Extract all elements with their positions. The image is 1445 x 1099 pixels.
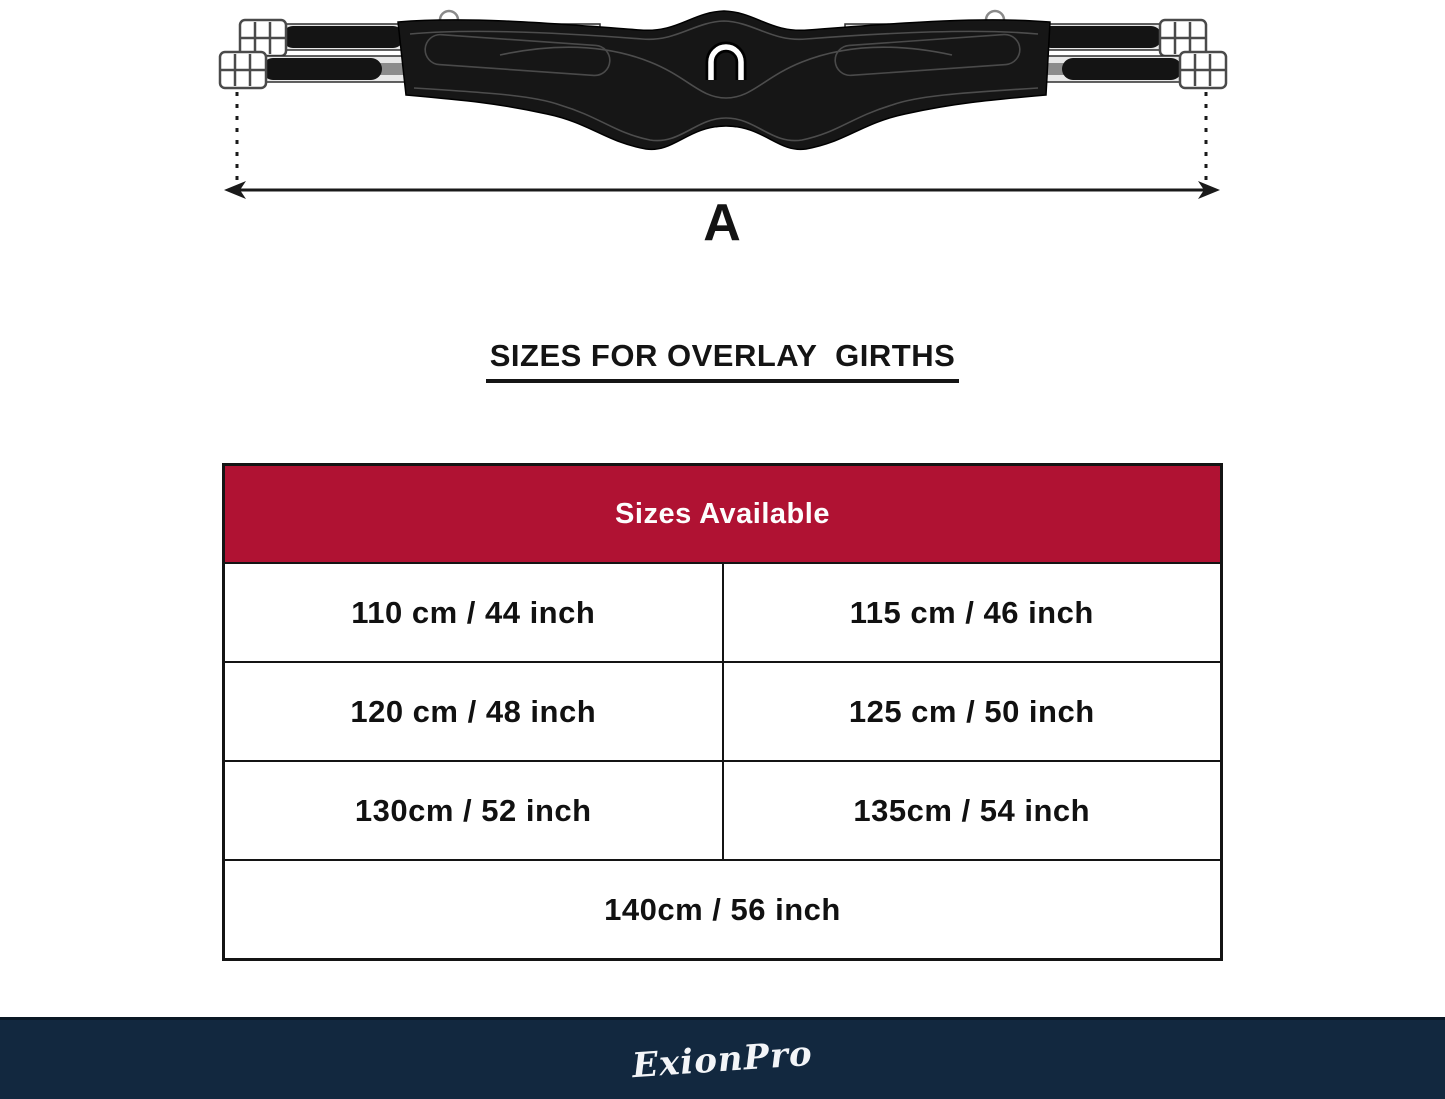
table-row — [224, 860, 1222, 960]
table-row — [224, 761, 1222, 860]
sizes-table — [222, 463, 1223, 961]
footer — [0, 1017, 1445, 1099]
measurement-label-a: A — [703, 194, 742, 252]
girth-body — [398, 11, 1050, 149]
table-header-row — [224, 465, 1222, 564]
brand-logo: ExionPro — [630, 1033, 815, 1086]
girth-diagram — [0, 0, 1445, 208]
page-title: SIZES FOR OVERLAY GIRTHS — [486, 338, 960, 383]
size-cell: 120 cm / 48 inch — [224, 662, 723, 761]
size-cell: 110 cm / 44 inch — [224, 563, 723, 662]
size-cell: 125 cm / 50 inch — [723, 662, 1222, 761]
size-cell: 130cm / 52 inch — [224, 761, 723, 860]
size-cell-full-width: 140cm / 56 inch — [224, 860, 1222, 960]
roller-buckle-icon — [1180, 52, 1226, 88]
table-header-cell: Sizes Available — [224, 465, 1222, 564]
table-row — [224, 662, 1222, 761]
size-cell: 135cm / 54 inch — [723, 761, 1222, 860]
roller-buckle-icon — [1160, 20, 1206, 56]
roller-buckle-icon — [240, 20, 286, 56]
size-cell: 115 cm / 46 inch — [723, 563, 1222, 662]
roller-buckle-icon — [220, 52, 266, 88]
title-wrap — [0, 338, 1445, 383]
table-row — [224, 563, 1222, 662]
